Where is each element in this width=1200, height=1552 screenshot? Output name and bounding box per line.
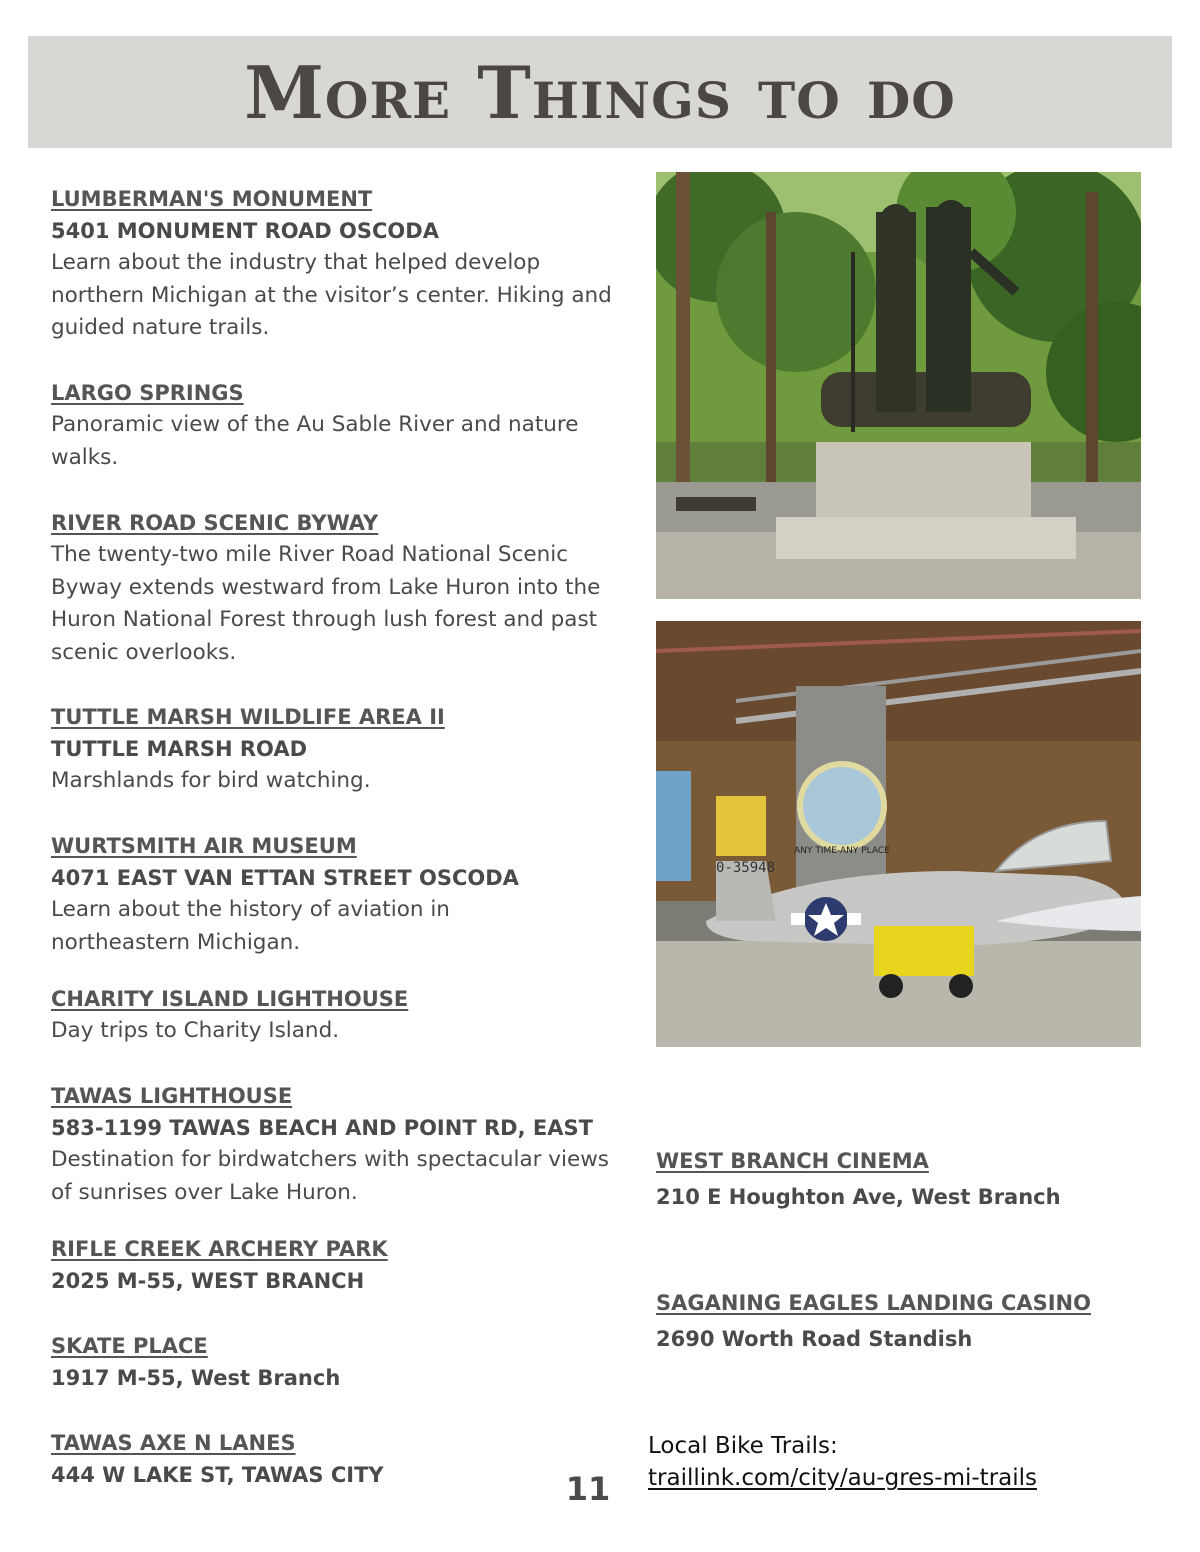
entry-address: 583-1199 TAWAS BEACH AND POINT RD, EAST	[51, 1116, 593, 1140]
entry-description: Day trips to Charity Island.	[51, 1018, 340, 1043]
entry-address: 2690 Worth Road Standish	[656, 1327, 973, 1351]
entry-description: Learn about the history of aviation in northeastern Michigan.	[51, 897, 450, 955]
entry-name: SAGANING EAGLES LANDING CASINO	[656, 1291, 1091, 1315]
entry-tawas-lighthouse	[51, 1080, 631, 1209]
bike-trails	[648, 1430, 1128, 1494]
entry-description: Panoramic view of the Au Sable River and nature walks.	[51, 412, 579, 470]
entry-name: LARGO SPRINGS	[51, 381, 244, 405]
entry-name: RIVER ROAD SCENIC BYWAY	[51, 511, 379, 535]
entry-address: 444 W LAKE ST, TAWAS CITY	[51, 1463, 384, 1487]
entry-name: TUTTLE MARSH WILDLIFE AREA II	[51, 705, 445, 729]
monument-illustration	[656, 172, 1141, 599]
entry-lumbermans-monument	[51, 183, 631, 345]
entry-name: RIFLE CREEK ARCHERY PARK	[51, 1237, 388, 1261]
entry-name: LUMBERMAN'S MONUMENT	[51, 187, 373, 211]
entry-address: 1917 M-55, West Branch	[51, 1366, 341, 1390]
entry-description: Learn about the industry that helped develop northern Michigan at the visitor’s center. Hiking and guided nature trails.	[51, 250, 612, 340]
air-museum-illustration	[656, 621, 1141, 1047]
entry-west-branch-cinema	[656, 1145, 1136, 1213]
insignia-text: ANY TIME-ANY PLACE	[794, 846, 890, 856]
entry-address: 2025 M-55, WEST BRANCH	[51, 1269, 365, 1293]
entry-tawas-axe-n-lanes	[51, 1427, 631, 1491]
entry-description: The twenty-two mile River Road National Scenic Byway extends westward from Lake Huron into the Huron National Forest through lush forest and past scenic overlooks.	[51, 542, 601, 665]
bike-trails-label: Local Bike Trails:	[648, 1433, 838, 1459]
entry-saganing-eagles-landing-casino	[656, 1287, 1136, 1355]
entry-name: WEST BRANCH CINEMA	[656, 1149, 929, 1173]
entry-name: TAWAS LIGHTHOUSE	[51, 1084, 293, 1108]
entry-name: SKATE PLACE	[51, 1334, 208, 1358]
entry-charity-island-lighthouse	[51, 983, 631, 1048]
entry-address: 210 E Houghton Ave, West Branch	[656, 1185, 1061, 1209]
title-banner	[28, 36, 1172, 148]
entry-river-road-scenic-byway	[51, 507, 631, 669]
entry-address: 5401 MONUMENT ROAD OSCODA	[51, 219, 439, 243]
entry-name: TAWAS AXE N LANES	[51, 1431, 296, 1455]
photo-lumberman-monument	[656, 172, 1141, 599]
photo-air-museum	[656, 621, 1141, 1047]
entry-address: TUTTLE MARSH ROAD	[51, 737, 308, 761]
bike-trails-link[interactable]: traillink.com/city/au-gres-mi-trails	[648, 1465, 1038, 1491]
entry-name: WURTSMITH AIR MUSEUM	[51, 834, 357, 858]
entry-wurtsmith-air-museum	[51, 830, 631, 959]
entry-skate-place	[51, 1330, 631, 1394]
entry-largo-springs	[51, 377, 631, 474]
page-title: More Things to do	[244, 49, 956, 135]
page-number: 11	[565, 1470, 611, 1508]
entry-description: Marshlands for bird watching.	[51, 768, 371, 793]
entry-rifle-creek-archery-park	[51, 1233, 631, 1297]
entry-address: 4071 EAST VAN ETTAN STREET OSCODA	[51, 866, 519, 890]
entry-description: Destination for birdwatchers with spectacular views of sunrises over Lake Huron.	[51, 1147, 610, 1205]
entry-tuttle-marsh	[51, 701, 631, 798]
entry-name: CHARITY ISLAND LIGHTHOUSE	[51, 987, 409, 1011]
aircraft-serial: 0-35948	[716, 860, 776, 876]
